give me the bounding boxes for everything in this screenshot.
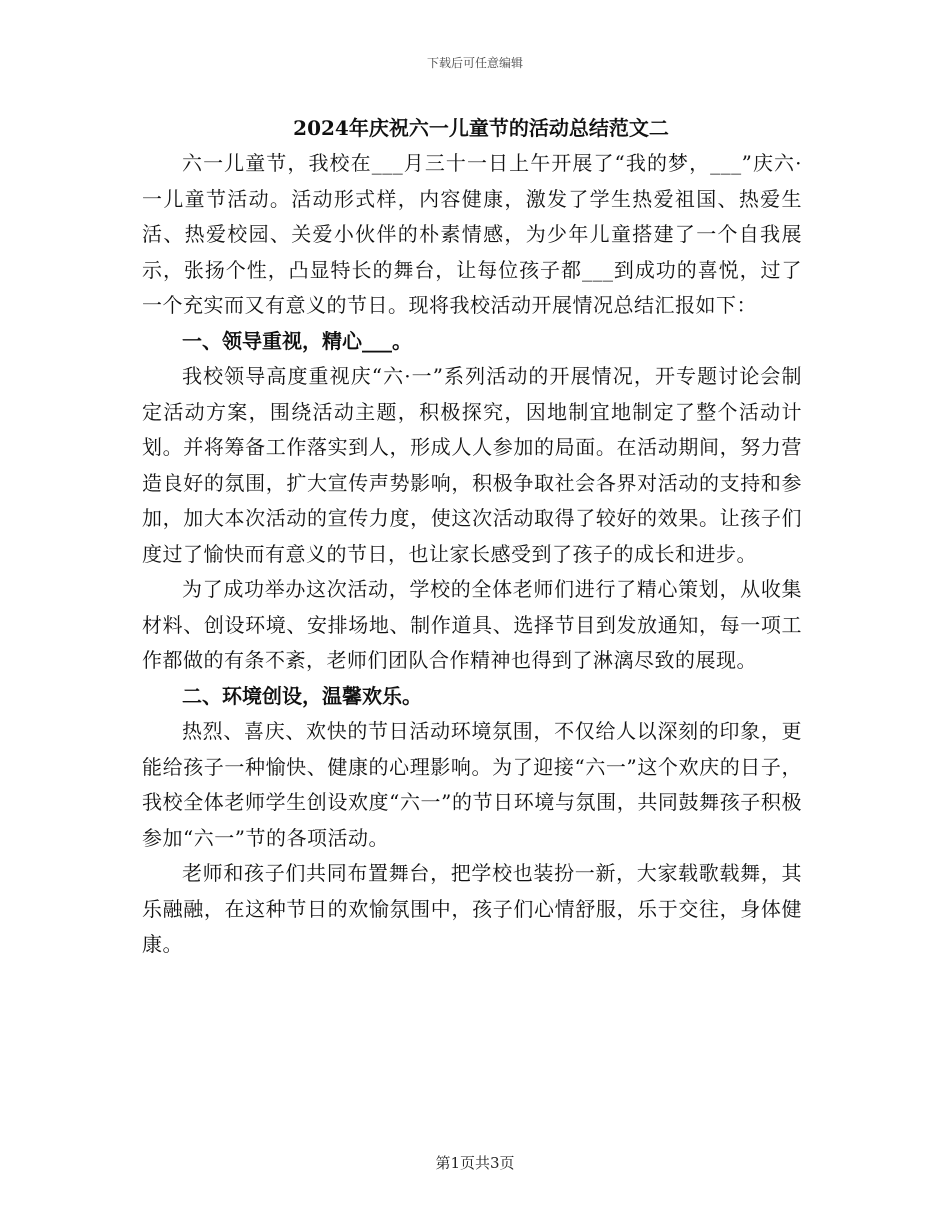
- paragraph-planning: 为了成功举办这次活动，学校的全体老师们进行了精心策划，从收集材料、创设环境、安排场地、制作道具、选择节目到发放通知，每一项工作都做的有条不紊，老师们团队合作精神也得到了淋漓尽致的展现。: [142, 577, 802, 672]
- header-note: 下载后可任意编辑: [426, 56, 523, 70]
- paragraph-stage: 老师和孩子们共同布置舞台，把学校也装扮一新，大家载歌载舞，其乐融融，在这种节日的欢愉氛围中，孩子们心情舒服，乐于交往，身体健康。: [142, 861, 802, 956]
- paragraph-leadership: 我校领导高度重视庆“六·一”系列活动的开展情况，开专题讨论会制定活动方案，围绕活动主题，积极探究，因地制宜地制定了整个活动计划。并将筹备工作落实到人，形成人人参加的局面。在活动期间，努力营造良好的氛围，扩大宣传声势影响，积极争取社会各界对活动的支持和参加，加大本次活动的宣传力度，使这次活动取得了较好的效果。让孩子们度过了愉快而有意义的节日，也让家长感受到了孩子的成长和进步。: [142, 364, 802, 566]
- paragraph-intro: 六一儿童节，我校在___月三十一日上午开展了“我的梦，___”庆六·一儿童节活动。活动形式样，内容健康，激发了学生热爱祖国、热爱生活、热爱校园、关爱小伙伴的朴素情感，为少年儿童搭建了一个自我展示，张扬个性，凸显特长的舞台，让每位孩子都___到成功的喜悦，过了一个充实而又有意义的节日。现将我校活动开展情况总结汇报如下：: [142, 151, 802, 317]
- paragraph-environment: 热烈、喜庆、欢快的节日活动环境氛围，不仅给人以深刻的印象，更能给孩子一种愉快、健康的心理影响。为了迎接“六一”这个欢庆的日子，我校全体老师学生创设欢度“六一”的节日环境与氛围，共同鼓舞孩子积极参加“六一”节的各项活动。: [142, 719, 802, 850]
- section-heading-2: 二、环境创设，温馨欢乐。: [182, 683, 422, 708]
- document-title: 2024年庆祝六一儿童节的活动总结范文二: [293, 116, 669, 140]
- page-number: 第1页共3页: [435, 1154, 515, 1172]
- section-heading-1: 一、领导重视，精心___。: [182, 328, 412, 353]
- document-body: [142, 112, 802, 963]
